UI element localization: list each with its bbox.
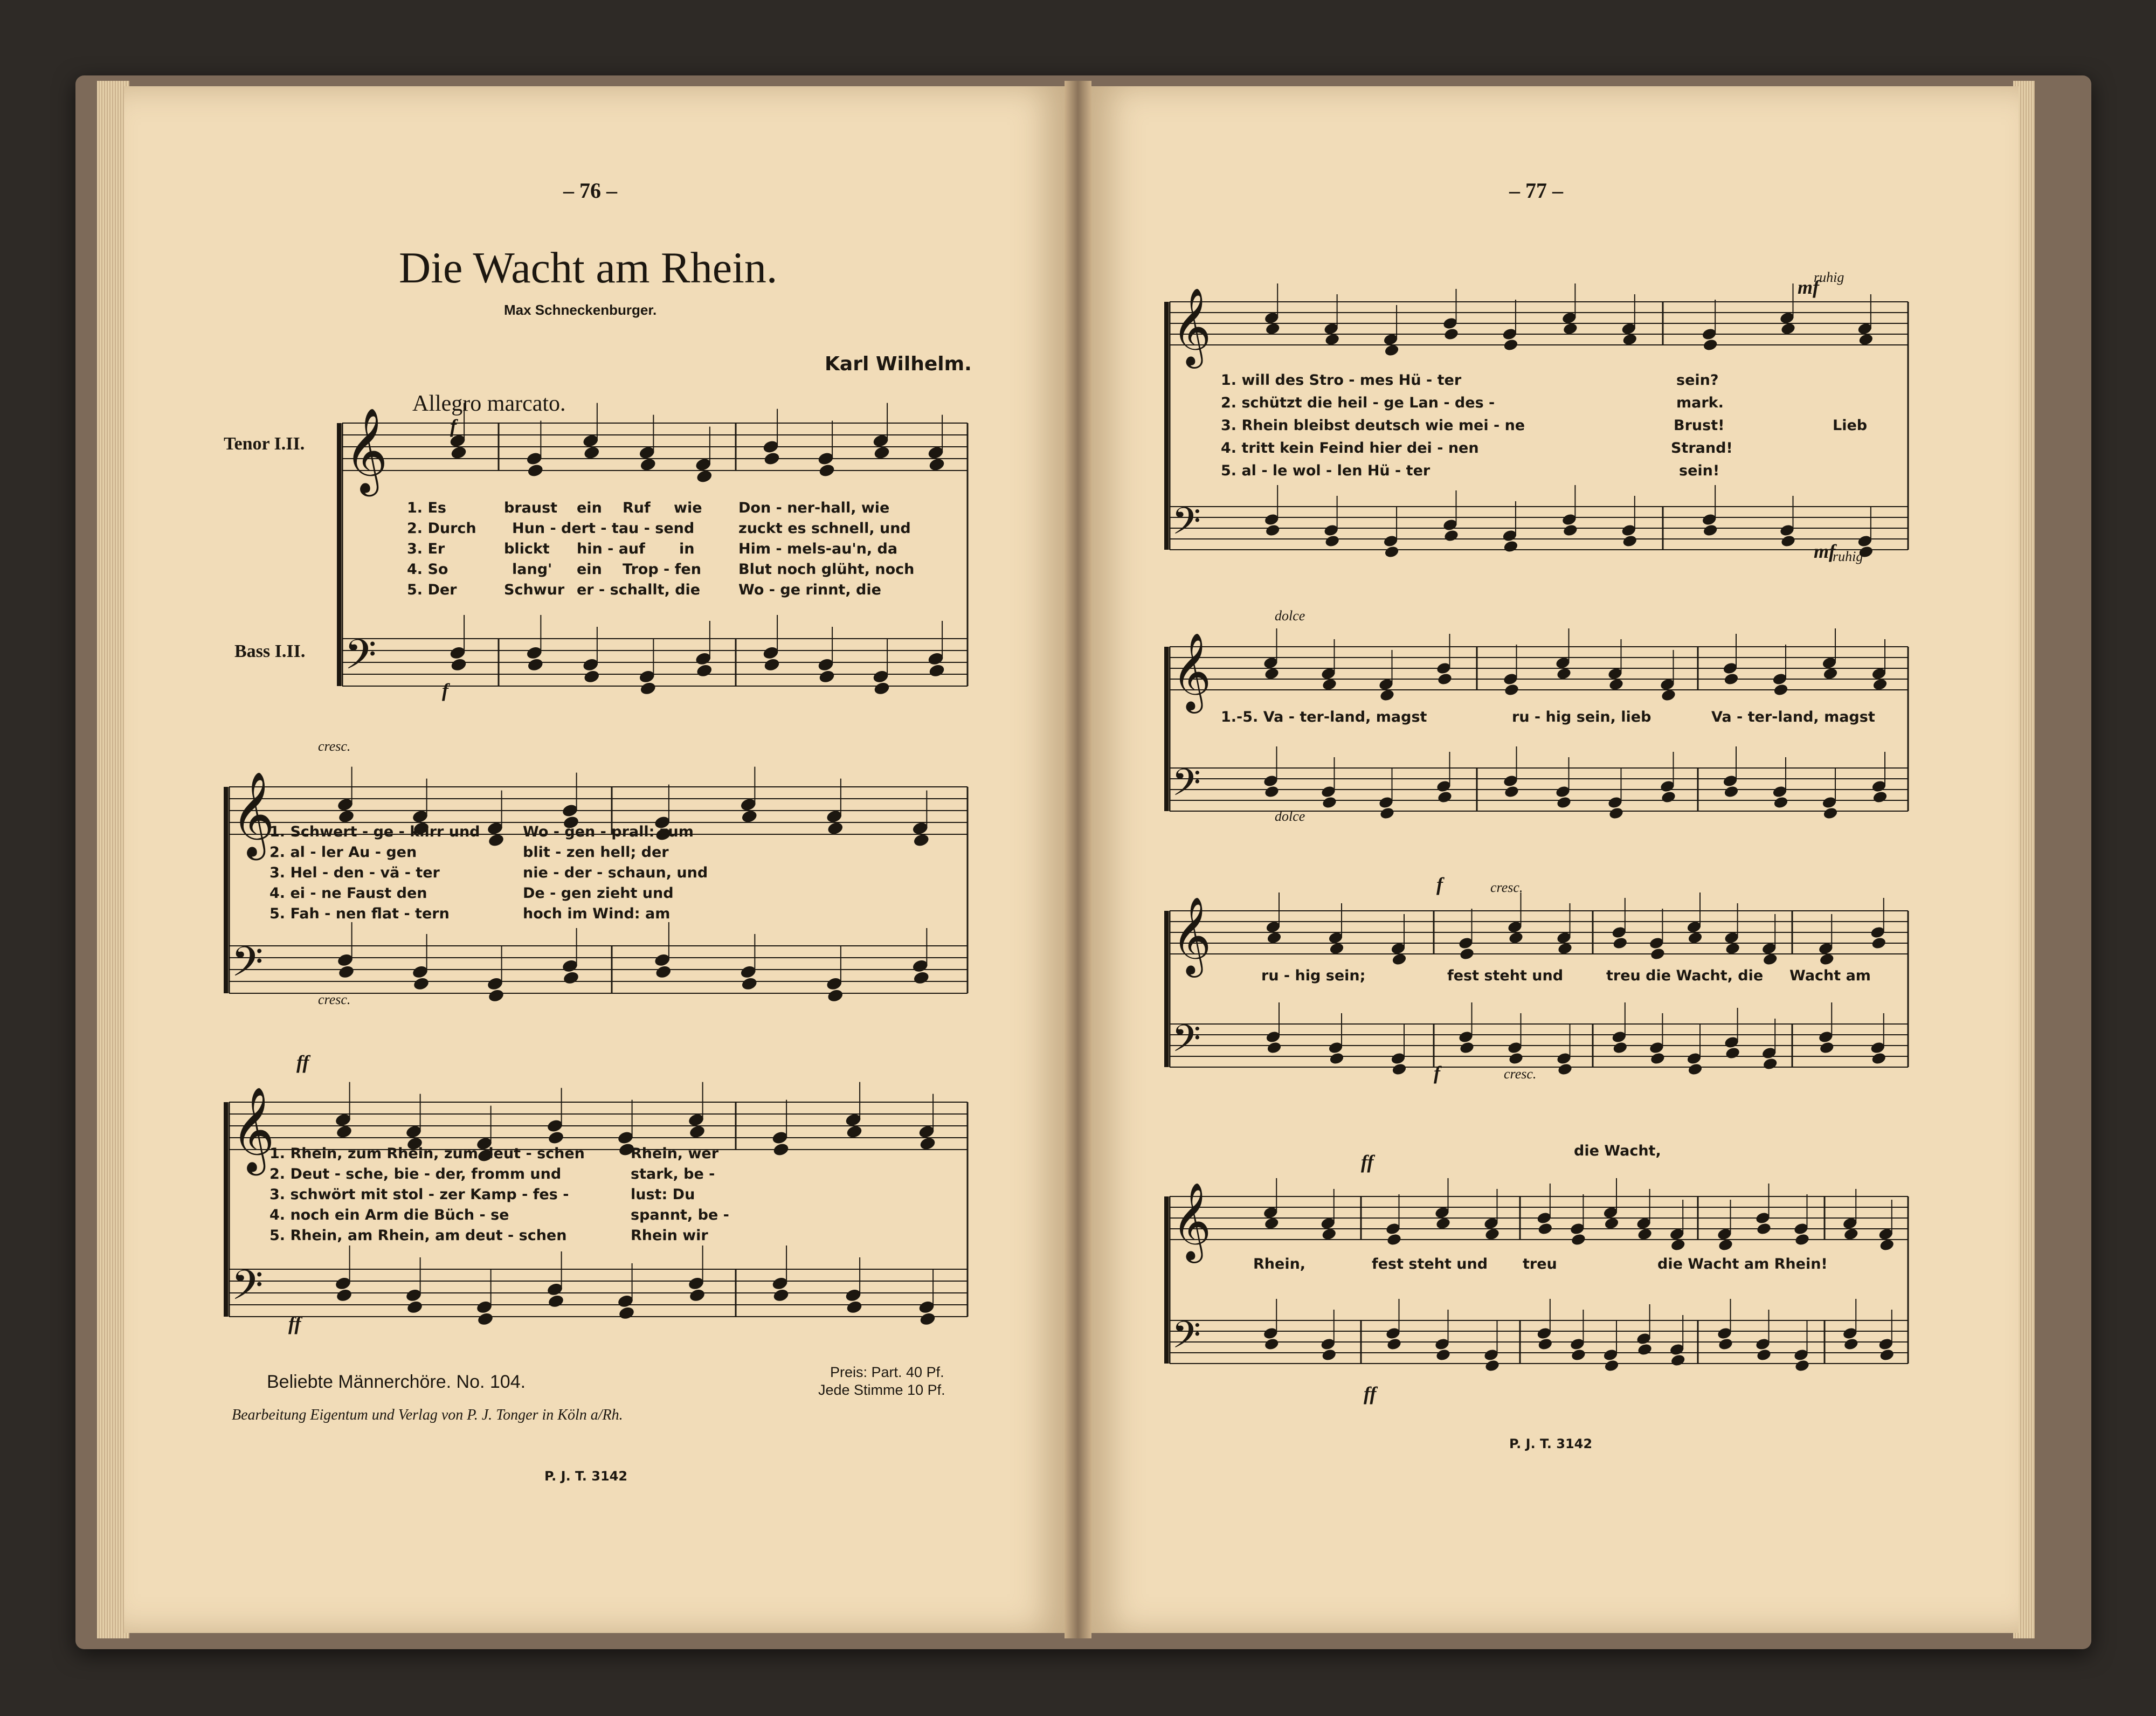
notehead	[1379, 806, 1395, 820]
notehead	[818, 669, 835, 684]
notehead	[1321, 1348, 1337, 1361]
marking-dolce-top: dolce	[1275, 608, 1305, 624]
lyric: braust	[504, 500, 558, 516]
notehead	[1650, 947, 1666, 960]
lyric: Wo - gen - prall: zum	[523, 824, 694, 840]
notehead	[1322, 795, 1337, 809]
lyric: 2. al - ler Au - gen	[270, 844, 417, 861]
price-part: Preis: Part. 40 Pf.	[830, 1364, 944, 1380]
page-number: – 77 –	[1509, 178, 1563, 203]
lyric: 5. Fah - nen flat - tern	[270, 905, 450, 922]
lyric: Rhein,	[1253, 1256, 1306, 1272]
price-voice: Jede Stimme 10 Pf.	[818, 1382, 945, 1398]
notehead	[1872, 790, 1888, 804]
lyric: ein	[577, 561, 602, 578]
notehead	[1780, 322, 1796, 335]
notehead	[1508, 931, 1524, 944]
notehead	[1702, 338, 1718, 351]
notehead	[1557, 1062, 1573, 1076]
lyric: 2. Durch	[407, 520, 476, 537]
lyric: mark.	[1676, 395, 1724, 411]
notehead	[763, 657, 780, 672]
notehead	[873, 445, 890, 460]
treble-clef: 𝄞	[1172, 288, 1212, 365]
lyric: wie	[674, 500, 702, 516]
publisher-credit: Bearbeitung Eigentum und Verlag von P. J. Tonger in Köln a/Rh.	[232, 1407, 623, 1423]
lyric: er - schallt, die	[577, 582, 701, 598]
treble-clef: 𝄞	[1172, 633, 1212, 710]
notehead	[1725, 942, 1740, 955]
notehead	[1266, 931, 1282, 944]
lyric: hin - auf	[577, 541, 645, 557]
notehead	[1794, 1233, 1810, 1246]
notehead	[1725, 1046, 1740, 1060]
dynamic-ff-bottom: ff	[1364, 1383, 1377, 1404]
book-gutter	[1065, 81, 1091, 1638]
lyric: 1. Schwert - ge - klirr und	[270, 824, 480, 840]
notehead	[1329, 942, 1344, 955]
lyric: sein?	[1676, 372, 1719, 389]
lyric: 3. schwört mit stol - zer Kamp - fes -	[270, 1186, 569, 1203]
right-staff-systems	[1089, 86, 2019, 1633]
bass-clef: 𝄢	[1172, 499, 1201, 552]
bass-clef: 𝄢	[231, 937, 264, 996]
notehead	[741, 976, 758, 991]
dynamic-ff-bottom: ff	[288, 1313, 301, 1334]
notehead	[1264, 785, 1280, 798]
lyric: stark, be -	[631, 1166, 715, 1182]
notehead	[583, 669, 600, 684]
notehead	[450, 657, 467, 672]
part-label-tenor: Tenor I.II.	[224, 434, 305, 454]
lyric: 1. Rhein, zum Rhein, zum deut - schen	[270, 1145, 585, 1162]
lyric: ru - hig sein;	[1261, 967, 1366, 984]
notehead	[1571, 1348, 1586, 1361]
notehead	[1723, 672, 1739, 686]
lyric: fest steht und	[1372, 1256, 1488, 1272]
treble-clef: 𝄞	[1172, 897, 1212, 974]
notehead	[450, 445, 467, 460]
notehead	[527, 657, 544, 672]
notehead	[818, 463, 835, 478]
notehead	[1637, 1227, 1653, 1241]
song-title: Die Wacht am Rhein.	[399, 243, 778, 292]
dynamic-mf-bottom: mf	[1814, 541, 1835, 562]
notehead	[696, 663, 713, 678]
notehead	[1670, 1238, 1685, 1251]
notehead	[1819, 1041, 1835, 1054]
lyric: Trop - fen	[623, 561, 701, 578]
notehead	[1563, 322, 1578, 335]
lyric: 5. Rhein, am Rhein, am deut - schen	[270, 1227, 567, 1244]
notehead	[928, 457, 945, 472]
lyric: 4. So	[407, 561, 448, 578]
lyric: 2. Deut - sche, bie - der, fromm und	[270, 1166, 562, 1182]
dynamic-mf-top: mf	[1798, 276, 1819, 298]
lyric: Rhein, wer	[631, 1145, 719, 1162]
right-page	[1089, 86, 2019, 1633]
lyric: fest steht und	[1447, 967, 1564, 984]
notehead	[1266, 1041, 1282, 1054]
notehead	[1443, 327, 1459, 341]
dynamic-f-top: f	[450, 416, 457, 437]
lyric: nie - der - schaun, und	[523, 864, 708, 881]
notehead	[1702, 523, 1718, 537]
lyric: treu die Wacht, die	[1606, 967, 1764, 984]
notehead	[547, 1130, 564, 1145]
lyric: 4. tritt kein Feind hier dei - nen	[1221, 440, 1479, 456]
notehead	[1608, 806, 1624, 820]
notehead	[1879, 1238, 1895, 1251]
notehead	[1794, 1359, 1810, 1372]
lyric: Wacht am	[1789, 967, 1871, 984]
notehead	[1391, 1062, 1407, 1076]
notehead	[919, 1311, 936, 1326]
notehead	[1557, 942, 1573, 955]
notehead	[1571, 1233, 1586, 1246]
lyric: die Wacht am Rhein!	[1657, 1256, 1828, 1272]
lyric: zuckt es schnell, und	[738, 520, 911, 537]
part-label-bass: Bass I.II.	[234, 641, 306, 661]
lyric: spannt, be -	[631, 1207, 729, 1223]
notehead	[1762, 952, 1778, 966]
notehead	[335, 1288, 353, 1303]
notehead	[1843, 1337, 1859, 1351]
notehead	[1443, 529, 1459, 542]
notehead	[772, 1288, 790, 1303]
lyric: 1.-5. Va - ter-land, magst	[1221, 709, 1427, 725]
notehead	[1822, 667, 1838, 680]
plate-number: P. J. T. 3142	[544, 1469, 628, 1484]
bass-clef: 𝄢	[1172, 760, 1201, 813]
tempo-marking: Allegro marcato.	[412, 391, 566, 416]
lyricist: Max Schneckenburger.	[504, 302, 657, 318]
notehead	[1723, 785, 1739, 798]
notehead	[1556, 667, 1572, 680]
notehead	[1718, 1337, 1733, 1351]
notehead	[1780, 534, 1796, 548]
dynamic-ff-top: ff	[296, 1051, 309, 1073]
lyric: Strand!	[1671, 440, 1733, 456]
notehead	[741, 809, 758, 824]
dynamic-f: f	[1436, 874, 1443, 895]
treble-clef: 𝄞	[231, 771, 275, 857]
notehead	[1435, 1348, 1451, 1361]
notehead	[1871, 936, 1887, 950]
notehead	[1604, 1216, 1619, 1230]
lyric: Him - mels-au'n, da	[738, 541, 898, 557]
notehead	[1437, 672, 1453, 686]
lyric: Blut noch glüht, noch	[738, 561, 915, 578]
lyric: 1. will des Stro - mes Hü - ter	[1221, 372, 1462, 389]
notehead	[1503, 539, 1518, 553]
notehead	[1637, 1343, 1653, 1356]
bass-clef: 𝄢	[231, 1261, 264, 1319]
notehead	[487, 988, 505, 1003]
notehead	[1384, 545, 1399, 558]
notehead	[1537, 1222, 1553, 1235]
lyric: blickt	[504, 541, 550, 557]
notehead	[1264, 1216, 1280, 1230]
lyric: Schwur	[504, 582, 565, 598]
lyric: 4. ei - ne Faust den	[270, 885, 427, 902]
notehead	[1504, 785, 1519, 798]
notehead	[1322, 677, 1337, 691]
notehead	[928, 663, 945, 678]
notehead	[688, 1124, 706, 1139]
notehead	[696, 469, 713, 484]
notehead	[1563, 523, 1578, 537]
lyric: blit - zen hell; der	[523, 844, 669, 861]
dynamic-f-bottom: f	[442, 680, 448, 701]
notehead	[1650, 1051, 1666, 1065]
lyric-continuation: Lieb	[1833, 417, 1868, 434]
lyric: in	[679, 541, 695, 557]
lyric: De - gen zieht und	[523, 885, 674, 902]
notehead	[1329, 1051, 1344, 1065]
bass-clef: 𝄢	[1172, 1016, 1201, 1069]
notehead	[1264, 1337, 1280, 1351]
notehead	[1264, 523, 1280, 537]
lyric: Wo - ge rinnt, die	[738, 582, 881, 598]
composer: Karl Wilhelm.	[825, 353, 972, 375]
cresc-top: cresc.	[1490, 880, 1523, 895]
notehead	[1661, 790, 1676, 804]
notehead	[1386, 1337, 1402, 1351]
lyric: Va - ter-land, magst	[1711, 709, 1875, 725]
cresc-top: cresc.	[318, 738, 351, 754]
page-number: – 76 –	[563, 178, 617, 203]
notehead	[406, 1299, 423, 1314]
notehead	[335, 1124, 353, 1139]
lyric: ru - hig sein, lieb	[1512, 709, 1651, 725]
notehead	[1437, 790, 1453, 804]
treble-clef: 𝄞	[1172, 1182, 1212, 1260]
notehead	[1879, 1348, 1895, 1361]
notehead	[772, 1142, 790, 1157]
notehead	[1718, 1238, 1733, 1251]
notehead	[1384, 343, 1399, 357]
notehead	[913, 833, 930, 848]
notehead	[919, 1136, 936, 1151]
left-page	[124, 86, 1067, 1633]
notehead	[1508, 1051, 1524, 1065]
lyric: Rhein wir	[631, 1227, 708, 1244]
notehead	[337, 809, 355, 824]
lyric: 2. schützt die heil - ge Lan - des -	[1221, 395, 1495, 411]
notehead	[1612, 936, 1628, 950]
notehead	[1858, 333, 1874, 346]
lyric: treu	[1523, 1256, 1557, 1272]
notehead	[1756, 1222, 1772, 1235]
notehead	[1264, 667, 1280, 680]
notehead	[1503, 338, 1518, 351]
notehead	[688, 1288, 706, 1303]
notehead	[1324, 534, 1340, 548]
notehead	[1612, 1041, 1628, 1054]
lyric: hoch im Wind: am	[523, 905, 671, 922]
notehead	[1822, 806, 1838, 820]
notehead	[639, 681, 657, 696]
notehead	[1773, 795, 1788, 809]
bass-clef: 𝄢	[344, 630, 377, 689]
lyric: lust: Du	[631, 1186, 695, 1203]
notehead	[547, 1293, 564, 1309]
lyric: 4. noch ein Arm die Büch - se	[270, 1207, 509, 1223]
notehead	[846, 1124, 863, 1139]
notehead	[1843, 1227, 1859, 1241]
lyric: sein!	[1679, 462, 1720, 479]
notehead	[639, 457, 657, 472]
notehead	[1379, 688, 1395, 702]
notehead	[487, 833, 505, 848]
treble-clef: 𝄞	[231, 1086, 275, 1172]
notehead	[1484, 1359, 1500, 1372]
cresc-bottom: cresc.	[1504, 1066, 1537, 1082]
notehead	[1504, 683, 1519, 696]
notehead	[827, 988, 844, 1003]
notehead	[1773, 683, 1788, 696]
notehead	[1819, 952, 1835, 966]
notehead	[1459, 1041, 1475, 1054]
lyric: 1. Es	[407, 500, 446, 516]
lyric: 3. Rhein bleibst deutsch wie mei - ne	[1221, 417, 1525, 434]
notehead	[1604, 1359, 1619, 1372]
lyric: 5. al - le wol - len Hü - ter	[1221, 462, 1431, 479]
notehead	[873, 681, 890, 696]
notehead	[1872, 677, 1888, 691]
notehead	[1670, 1353, 1685, 1367]
lyric: Don - ner-hall, wie	[738, 500, 890, 516]
marking-dolce-bottom: dolce	[1275, 808, 1305, 824]
notehead	[1484, 1227, 1500, 1241]
notehead	[476, 1311, 494, 1326]
notehead	[1762, 1057, 1778, 1070]
bass-clef: 𝄢	[1172, 1313, 1201, 1366]
notehead	[1324, 333, 1340, 346]
treble-clef: 𝄞	[344, 407, 388, 493]
notehead	[1391, 952, 1407, 966]
marking-ruhig-top: ruhig	[1814, 269, 1844, 285]
notehead	[1871, 1051, 1887, 1065]
marking-ruhig-bottom: ruhig	[1833, 549, 1863, 564]
notehead	[1459, 947, 1475, 960]
notehead	[618, 1305, 635, 1320]
notehead	[527, 463, 544, 478]
lyric: 3. Er	[407, 541, 445, 557]
dynamic-ff: ff	[1361, 1151, 1374, 1173]
dynamic-f-bottom: f	[1434, 1062, 1440, 1084]
notehead	[1556, 795, 1572, 809]
notehead	[1386, 1233, 1402, 1246]
lyric: 3. Hel - den - vä - ter	[270, 864, 440, 881]
cresc-bottom: cresc.	[318, 992, 351, 1007]
lyric: 5. Der	[407, 582, 457, 598]
notehead	[1264, 322, 1280, 335]
plate-number: P. J. T. 3142	[1509, 1436, 1593, 1451]
series-title: Beliebte Männerchöre. No. 104.	[267, 1372, 526, 1392]
notehead	[1622, 534, 1637, 548]
lyric: Ruf	[623, 500, 651, 516]
lyric: lang'	[512, 561, 552, 578]
notehead	[1687, 931, 1703, 944]
notehead	[1756, 1348, 1772, 1361]
lyric: Hun - dert - tau - send	[512, 520, 695, 537]
notehead	[1537, 1337, 1553, 1351]
notehead	[763, 451, 780, 466]
notehead	[913, 970, 930, 985]
notehead	[412, 976, 430, 991]
notehead	[1321, 1227, 1337, 1241]
lyric-cue: die Wacht,	[1574, 1143, 1661, 1159]
notehead	[846, 1299, 863, 1314]
notehead	[655, 964, 672, 979]
notehead	[1608, 677, 1624, 691]
notehead	[1622, 333, 1637, 346]
notehead	[1435, 1216, 1451, 1230]
notehead	[583, 445, 600, 460]
notehead	[562, 970, 579, 985]
lyric: ein	[577, 500, 602, 516]
notehead	[827, 821, 844, 836]
lyric: Brust!	[1674, 417, 1725, 434]
notehead	[1687, 1062, 1703, 1076]
notehead	[337, 964, 355, 979]
notehead	[1661, 688, 1676, 702]
